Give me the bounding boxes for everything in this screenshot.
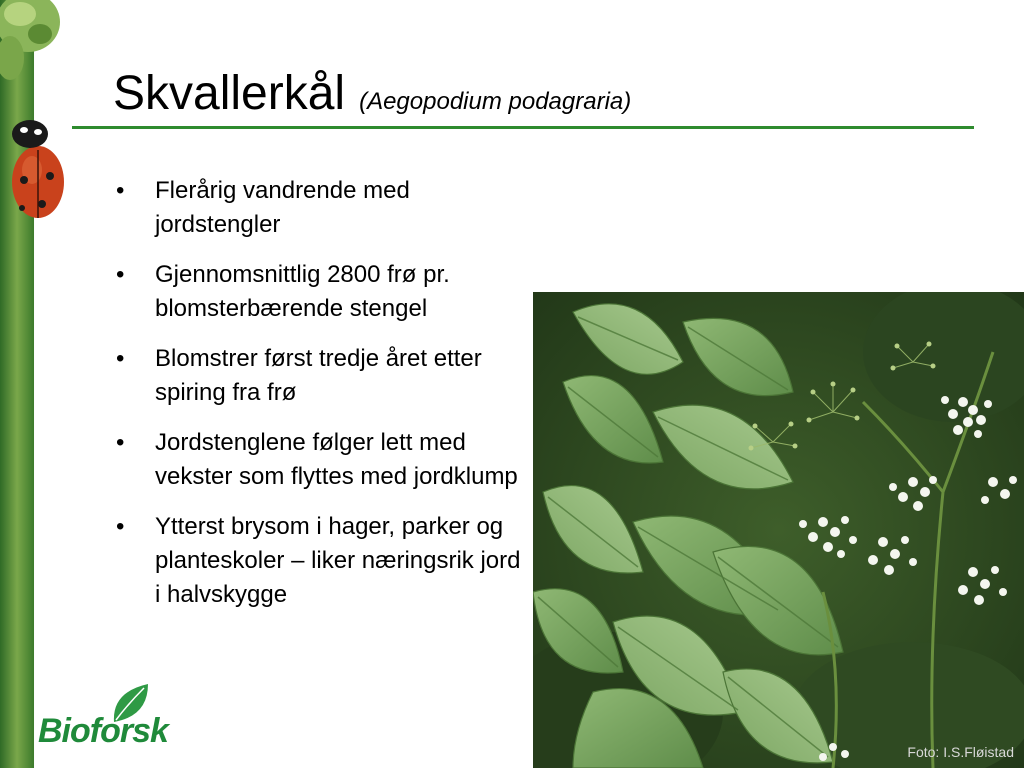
- logo-text: Bioforsk: [38, 712, 168, 750]
- photo-credit: Foto: I.S.Fløistad: [907, 744, 1014, 760]
- bullet-list: [112, 174, 532, 628]
- bullet-icon: •: [116, 345, 125, 372]
- plant-illustration: [533, 292, 1024, 768]
- bullet-text: Blomstrer først tredje året etter spiring fra frø: [155, 345, 482, 406]
- title-divider: [72, 126, 974, 129]
- bullet-icon: •: [116, 513, 125, 540]
- plant-photo: [533, 292, 1024, 768]
- stem-decoration: [0, 0, 70, 768]
- bullet-item: [112, 510, 532, 612]
- title-text: Skvallerkål: [113, 67, 346, 120]
- bullet-item: [112, 342, 532, 410]
- bullet-item: [112, 258, 532, 326]
- bullet-icon: •: [116, 261, 125, 288]
- ladybug-icon: [12, 120, 64, 218]
- bullet-icon: •: [116, 429, 125, 456]
- bioforsk-logo: [38, 682, 198, 762]
- bullet-text: Gjennomsnittlig 2800 frø pr. blomsterbærende stengel: [155, 261, 450, 322]
- bullet-text: Ytterst brysom i hager, parker og planteskoler – liker næringsrik jord i halvskygge: [155, 513, 521, 608]
- bullet-item: [112, 426, 532, 494]
- bullet-icon: •: [116, 177, 125, 204]
- title-latin-name: (Aegopodium podagraria): [359, 88, 632, 115]
- slide-title: [113, 64, 631, 124]
- bullet-text: Flerårig vandrende med jordstengler: [155, 177, 410, 238]
- bullet-text: Jordstenglene følger lett med vekster som flyttes med jordklump: [155, 429, 518, 490]
- bullet-item: [112, 174, 532, 242]
